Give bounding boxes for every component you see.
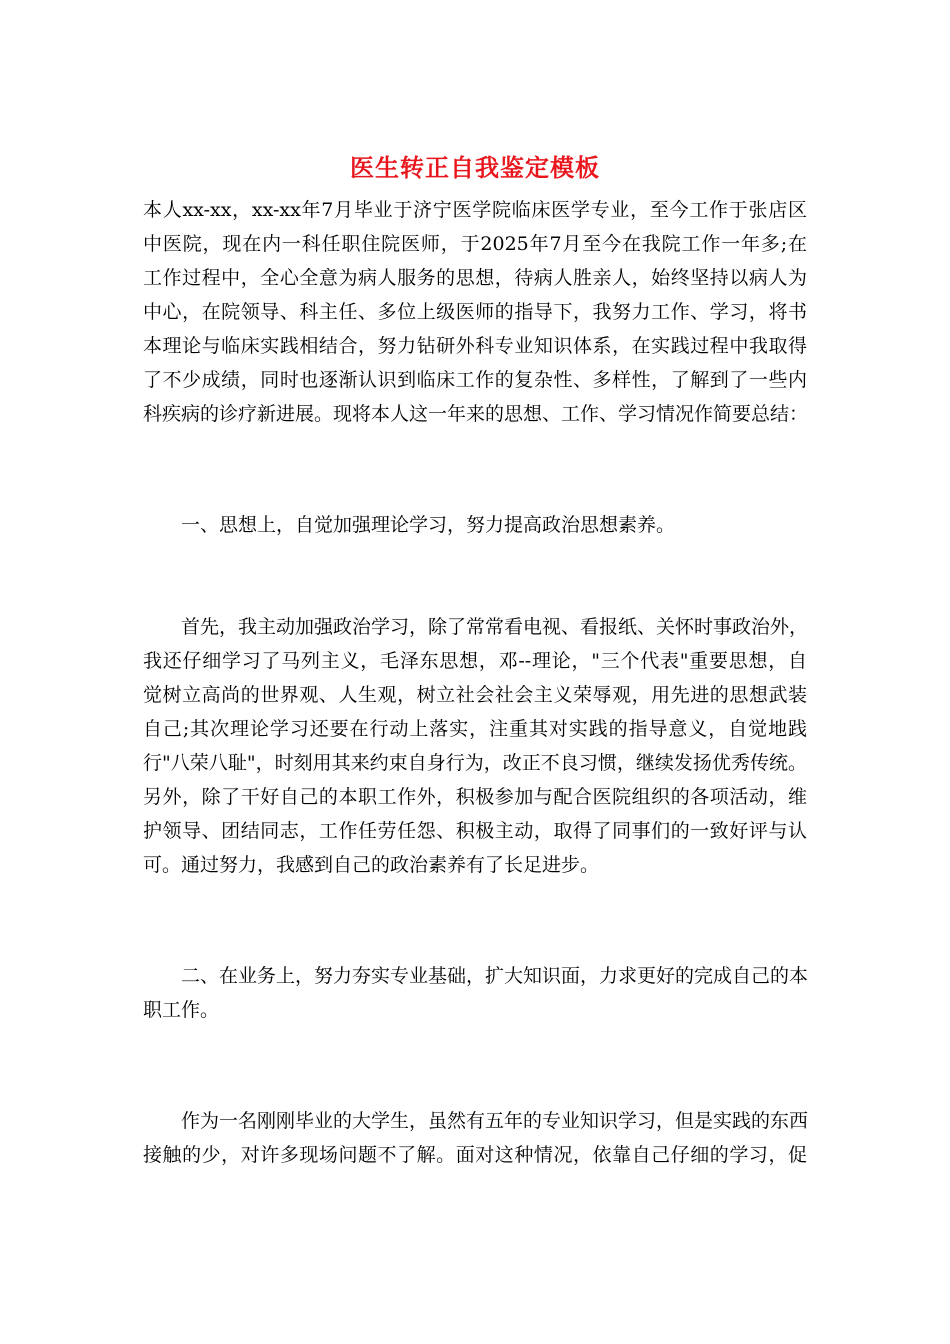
- text-line: 接触的少，对许多现场问题不了解。面对这种情况，依靠自己仔细的学习，促: [143, 1144, 807, 1166]
- text-line: 中心，在院领导、科主任、多位上级医师的指导下，我努力工作、学习，将书: [143, 301, 807, 323]
- document-title: 医生转正自我鉴定模板: [350, 153, 600, 182]
- section-heading: 一、思想上，自觉加强理论学习，努力提高政治思想素养。: [181, 514, 676, 536]
- text-line: 另外，除了干好自己的本职工作外，积极参加与配合医院组织的各项活动，维: [143, 786, 807, 808]
- paragraph-spacer: [143, 1027, 807, 1104]
- text-line: 我还仔细学习了马列主义，毛泽东思想，邓--理论，"三个代表"重要思想，自: [143, 650, 807, 672]
- intro-paragraph: [143, 193, 807, 431]
- text-line: 作为一名刚刚毕业的大学生，虽然有五年的专业知识学习，但是实践的东西: [181, 1110, 809, 1132]
- paragraph-spacer: [143, 882, 807, 959]
- text-line: 科疾病的诊疗新进展。现将本人这一年来的思想、工作、学习情况作简要总结：: [143, 403, 809, 425]
- text-line: 本理论与临床实践相结合，努力钻研外科专业知识体系，在实践过程中我取得: [143, 335, 807, 357]
- text-line: 中医院，现在内一科任职住院医师，于2025年7月至今在我院工作一年多;在: [143, 233, 807, 255]
- document-body: [143, 193, 807, 1172]
- text-line: 可。通过努力，我感到自己的政治素养有了长足进步。: [143, 854, 600, 876]
- paragraph-spacer: [143, 431, 807, 508]
- text-line: 行"八荣八耻"，时刻用其来约束自身行为，改正不良习惯，继续发扬优秀传统。: [143, 752, 807, 774]
- text-line: 工作过程中，全心全意为病人服务的思想，待病人胜亲人，始终坚持以病人为: [143, 267, 807, 289]
- text-line: 了不少成绩，同时也逐渐认识到临床工作的复杂性、多样性，了解到了一些内: [143, 369, 807, 391]
- text-line: 觉树立高尚的世界观、人生观，树立社会社会主义荣辱观，用先进的思想武装: [143, 684, 807, 706]
- text-line: 本人xx-xx，xx-xx年7月毕业于济宁医学院临床医学专业，至今工作于张店区: [143, 199, 807, 221]
- text-line: 职工作。: [143, 999, 220, 1021]
- section-heading: [143, 959, 807, 1027]
- paragraph-spacer: [143, 542, 807, 610]
- section-paragraph: [143, 1104, 807, 1172]
- text-line: 二、在业务上，努力夯实专业基础，扩大知识面，力求更好的完成自己的本: [181, 965, 809, 987]
- section-paragraph: [143, 610, 807, 882]
- text-line: 首先，我主动加强政治学习，除了常常看电视、看报纸、关怀时事政治外，: [181, 616, 809, 638]
- text-line: 护领导、团结同志，工作任劳任怨、积极主动，取得了同事们的一致好评与认: [143, 820, 807, 842]
- text-line: 自己;其次理论学习还要在行动上落实，注重其对实践的指导意义，自觉地践: [143, 718, 807, 740]
